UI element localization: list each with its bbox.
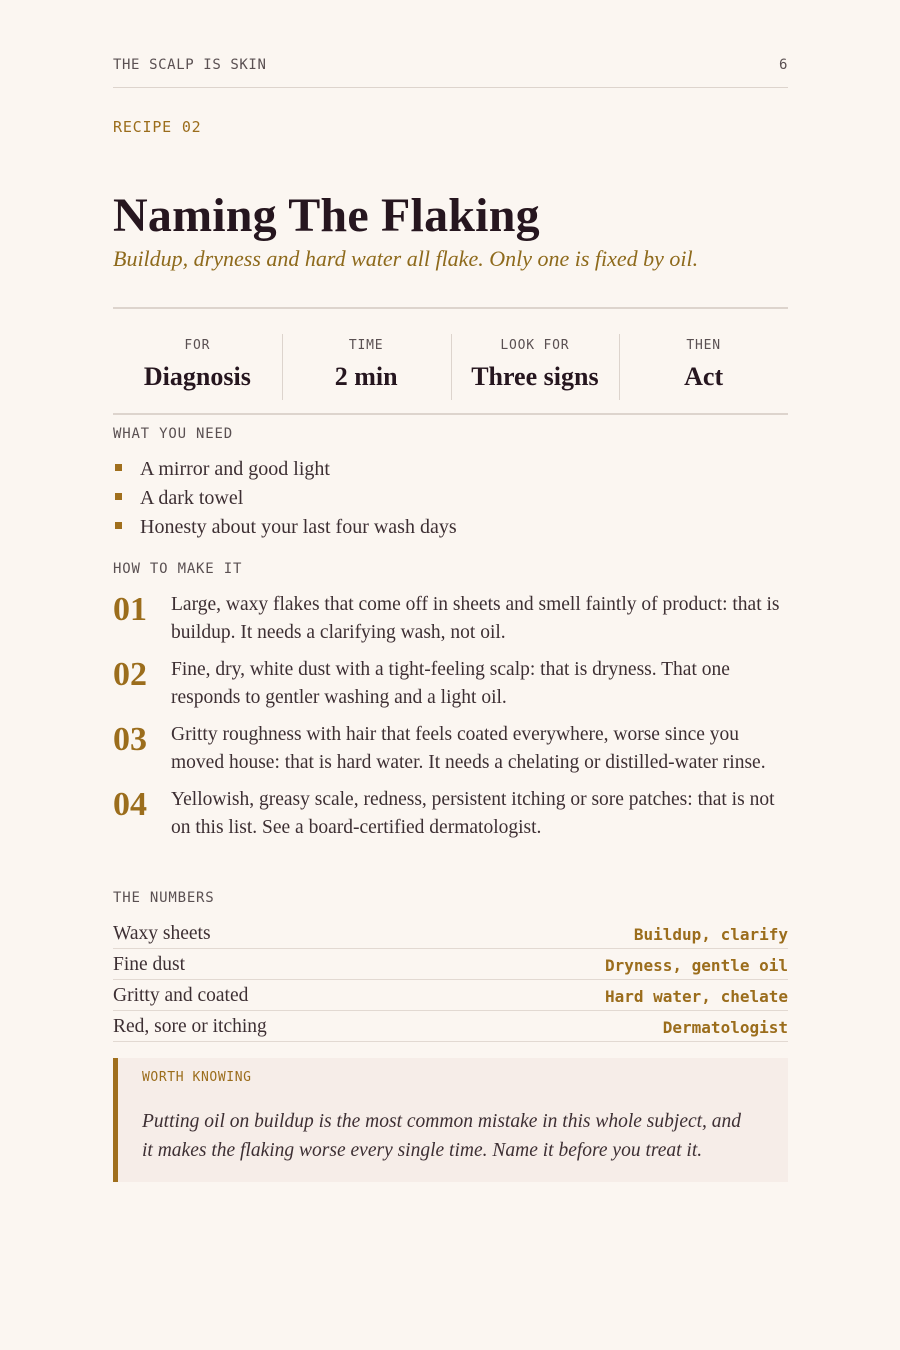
meta-label: FOR (184, 338, 211, 353)
list-item-text: A mirror and good light (140, 458, 330, 480)
method-steps (113, 591, 788, 851)
table-row (113, 949, 788, 980)
recipe-meta (113, 307, 788, 415)
row-value: Buildup, clarify (633, 925, 788, 944)
square-bullet-icon (115, 522, 122, 529)
list-item-text: Honesty about your last four wash days (140, 516, 457, 538)
step-text: Gritty roughness with hair that feels coated everywhere, worse since you moved house: that is hard water. It needs a chelating or distilled-water rinse. (171, 724, 766, 773)
meta-value: 2 min (334, 362, 398, 391)
step-number: 01 (113, 591, 147, 628)
step-number: 04 (113, 786, 147, 823)
table-row (113, 980, 788, 1011)
step-text: Fine, dry, white dust with a tight-feeling scalp: that is dryness. That one responds to gentler washing and a light oil. (171, 659, 730, 708)
step-item (113, 721, 788, 776)
page-subtitle: Buildup, dryness and hard water all flake. Only one is fixed by oil. (113, 246, 699, 271)
meta-value: Act (684, 362, 724, 391)
need-list (113, 455, 457, 542)
section-heading-method: HOW TO MAKE IT (113, 561, 243, 577)
square-bullet-icon (115, 464, 122, 471)
meta-for (113, 309, 282, 413)
section-heading-need: WHAT YOU NEED (113, 426, 233, 442)
meta-value: Three signs (471, 362, 599, 391)
meta-look-for (451, 309, 620, 413)
row-key: Red, sore or itching (113, 1016, 267, 1037)
table-row (113, 918, 788, 949)
callout-text: Putting oil on buildup is the most common mistake in this whole subject, and it makes the flaking worse every single time. Name it before you treat it. (142, 1111, 742, 1161)
meta-label: THEN (686, 338, 721, 353)
row-key: Fine dust (113, 954, 186, 975)
meta-then (619, 309, 788, 413)
page-title: Naming The Flaking (113, 189, 540, 242)
square-bullet-icon (115, 493, 122, 500)
list-item (113, 484, 457, 513)
row-value: Dermatologist (662, 1018, 788, 1037)
row-key: Gritty and coated (113, 985, 249, 1006)
step-item (113, 591, 788, 646)
step-text: Large, waxy flakes that come off in sheets and smell faintly of product: that is buildup. It needs a clarifying wash, not oil. (171, 594, 780, 643)
table-row (113, 1011, 788, 1042)
callout-label: WORTH KNOWING (142, 1070, 252, 1085)
step-text: Yellowish, greasy scale, redness, persistent itching or sore patches: that is not on this list. See a board-certified dermatologist. (171, 789, 775, 838)
list-item (113, 455, 457, 484)
meta-label: TIME (348, 338, 384, 353)
row-value: Dryness, gentle oil (604, 956, 788, 975)
meta-label: LOOK FOR (500, 338, 570, 353)
list-item (113, 513, 457, 542)
page-number: 6 (778, 57, 788, 73)
callout-box (113, 1058, 788, 1182)
step-number: 03 (113, 721, 147, 758)
step-item (113, 656, 788, 711)
row-value: Hard water, chelate (604, 987, 788, 1006)
step-item (113, 786, 788, 841)
step-number: 02 (113, 656, 147, 693)
running-title: THE SCALP IS SKIN (113, 57, 267, 73)
numbers-table (113, 918, 788, 1042)
row-key: Waxy sheets (113, 923, 211, 944)
meta-time (282, 309, 451, 413)
section-heading-numbers: THE NUMBERS (113, 890, 215, 906)
running-header (113, 57, 788, 88)
recipe-label: RECIPE 02 (113, 118, 202, 136)
meta-value: Diagnosis (143, 362, 251, 391)
list-item-text: A dark towel (140, 487, 244, 509)
